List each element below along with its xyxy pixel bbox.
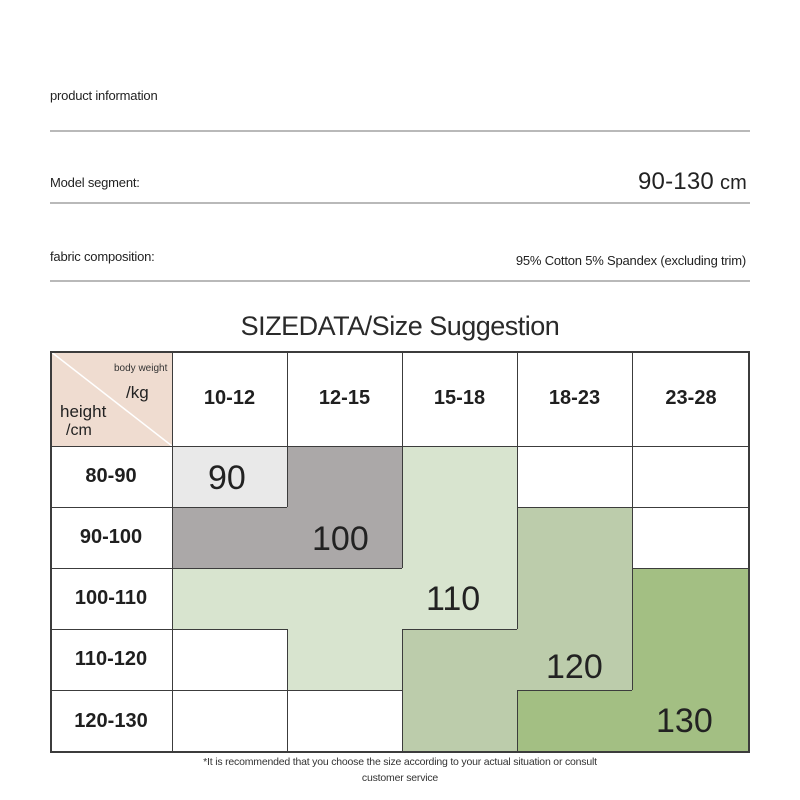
- height-row-header: 80-90: [85, 465, 137, 487]
- region-boundary: [172, 507, 287, 508]
- grid-line: [50, 690, 172, 691]
- divider: [50, 202, 750, 204]
- region-boundary: [402, 629, 517, 630]
- height-row-header: 120-130: [74, 710, 148, 732]
- size-130-region: [517, 690, 632, 753]
- weight-column-header: 10-12: [203, 387, 256, 409]
- grid-line: [402, 351, 403, 446]
- height-label: height: [60, 402, 107, 421]
- body-weight-label: body weight: [114, 363, 168, 374]
- height-row-header: 90-100: [79, 526, 143, 548]
- footnote-line: *It is recommended that you choose the size according to your actual situation or consult: [203, 756, 597, 768]
- fabric-composition-value: 95% Cotton 5% Spandex (excluding trim): [515, 253, 746, 268]
- region-boundary: [517, 507, 518, 629]
- size-label-90: 90: [208, 459, 246, 497]
- region-boundary: [517, 690, 632, 691]
- region-boundary: [632, 568, 633, 690]
- weight-column-header: 15-18: [433, 387, 486, 409]
- region-boundary: [517, 690, 518, 753]
- grid-line: [632, 351, 633, 446]
- grid-line: [50, 629, 172, 630]
- grid-line: [517, 351, 518, 446]
- table-border: [50, 351, 750, 353]
- corner-header-cell: [50, 351, 172, 446]
- model-segment-label: Model segment:: [50, 175, 140, 190]
- size-footnote: [0, 754, 800, 786]
- size-label-110: 110: [426, 580, 481, 618]
- divider: [50, 130, 750, 132]
- grid-line: [50, 568, 172, 569]
- region-boundary: [402, 446, 403, 568]
- grid-line: [632, 568, 750, 569]
- size-label-130: 130: [656, 702, 713, 740]
- size-label-120: 120: [546, 648, 603, 686]
- product-info-heading: product information: [50, 88, 158, 103]
- body-weight-unit: /kg: [126, 383, 149, 402]
- height-row-header: 100-110: [74, 587, 148, 609]
- region-boundary: [402, 629, 403, 753]
- model-segment-value: [638, 168, 747, 196]
- divider: [50, 280, 750, 282]
- size-110-region: [402, 446, 517, 568]
- height-unit: /cm: [66, 422, 92, 439]
- grid-line: [50, 507, 172, 508]
- grid-line: [172, 629, 287, 630]
- size-100-region: [287, 446, 402, 507]
- grid-line: [517, 446, 518, 507]
- table-border: [748, 351, 750, 753]
- size-suggestion-table: [50, 351, 750, 753]
- table-border: [50, 751, 750, 753]
- size-120-region: [402, 629, 517, 753]
- region-boundary: [287, 446, 288, 507]
- weight-column-header: 23-28: [665, 387, 717, 409]
- grid-line: [517, 507, 750, 508]
- size-110-region: [287, 629, 402, 690]
- height-row-header: 110-120: [74, 648, 148, 670]
- grid-line: [287, 351, 288, 446]
- grid-line: [287, 629, 288, 753]
- model-unit: cm: [719, 172, 747, 194]
- size-label-100: 100: [312, 520, 369, 558]
- grid-line: [172, 351, 173, 753]
- region-boundary: [172, 568, 402, 569]
- footnote-line: customer service: [361, 772, 439, 784]
- weight-column-header: 18-23: [548, 387, 601, 409]
- table-border: [50, 351, 52, 753]
- size-table-title: SIZEDATA/Size Suggestion: [240, 311, 560, 341]
- weight-column-header: 12-15: [318, 387, 371, 409]
- grid-line: [50, 446, 750, 447]
- model-range: 90-130: [638, 168, 714, 195]
- fabric-composition-label: fabric composition:: [50, 249, 155, 264]
